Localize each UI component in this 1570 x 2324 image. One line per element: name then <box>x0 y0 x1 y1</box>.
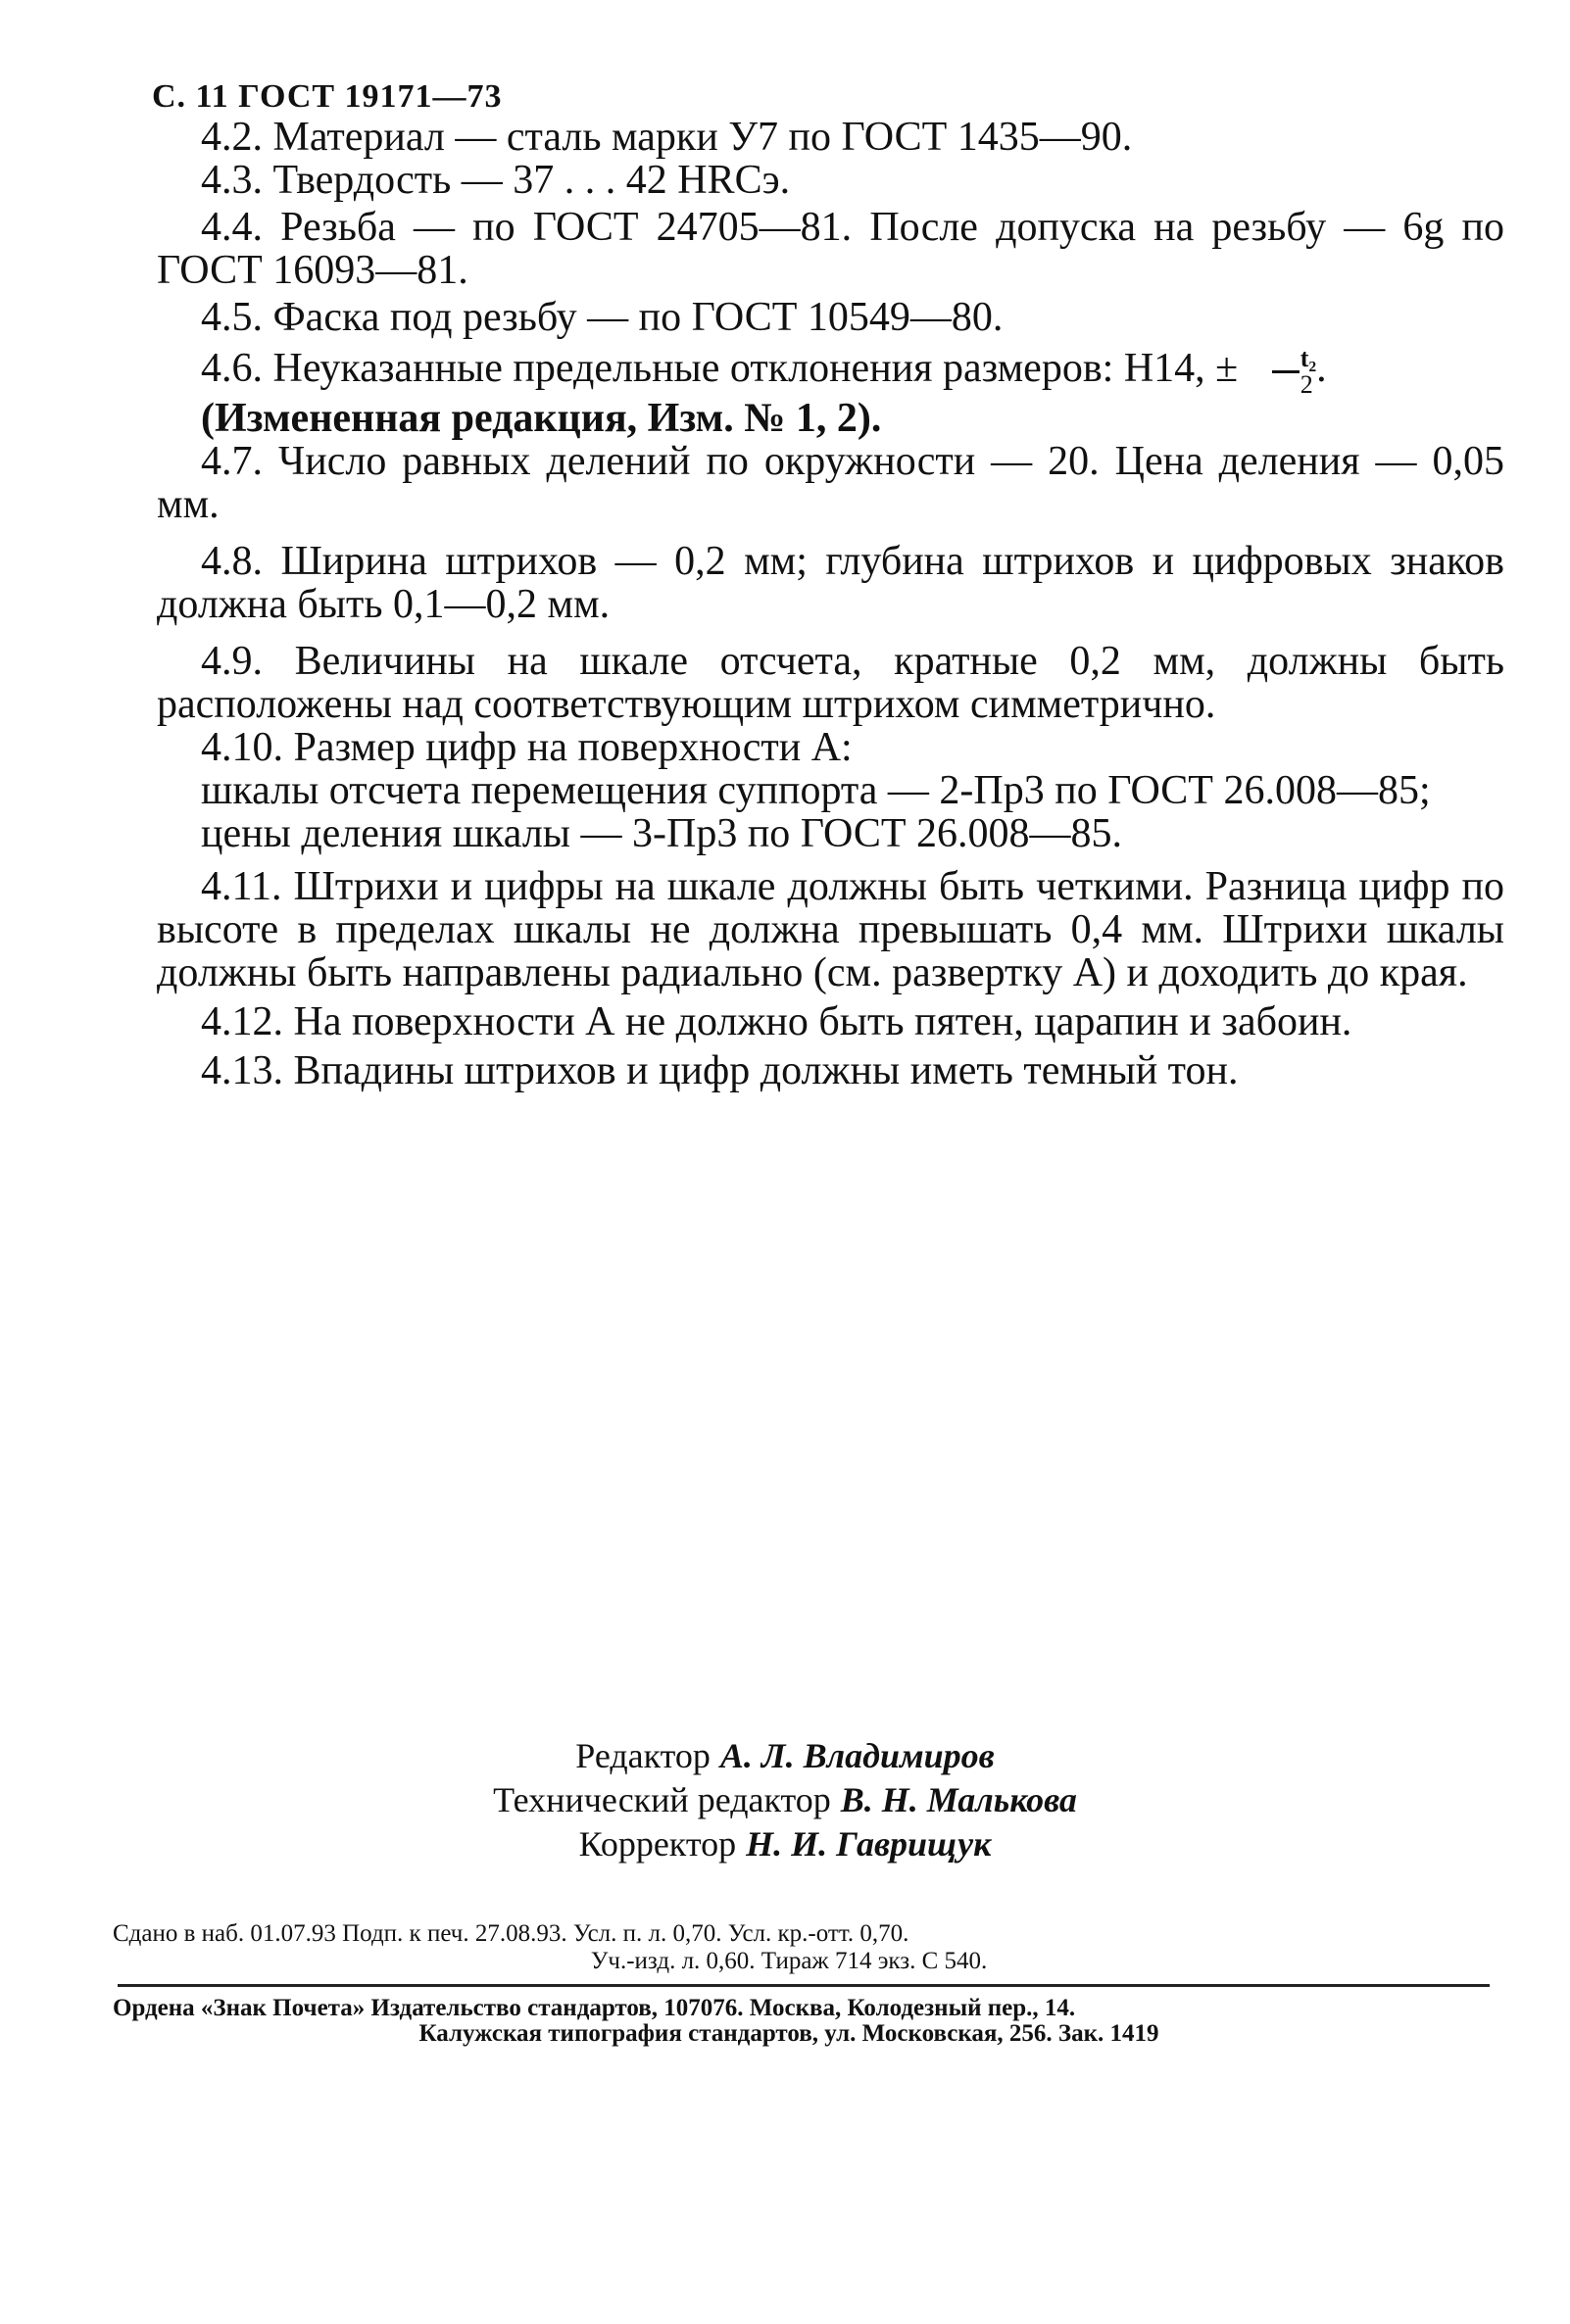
press-block <box>113 1996 1465 2047</box>
tolerance-fraction <box>1256 344 1317 399</box>
paragraph-4-6 <box>157 344 1504 399</box>
paragraph-4-10-division: цены деления шкалы — 3-Пр3 по ГОСТ 26.008—85. <box>201 811 1123 856</box>
imprint-line-1: Сдано в наб. 01.07.93 Подп. к печ. 27.08.93. Усл. п. л. 0,70. Усл. кр.-отт. 0,70. <box>113 1920 909 1947</box>
paragraph-4-13: 4.13. Впадины штрихов и цифр должны иметь темный тон. <box>201 1048 1239 1093</box>
fraction-denominator: 2 <box>1300 370 1313 399</box>
paragraph-4-3: 4.3. Твердость — 37 . . . 42 HRCэ. <box>201 158 791 203</box>
paragraph-4-10: 4.10. Размер цифр на поверхности А: <box>201 725 853 770</box>
paragraph-4-7: 4.7. Число равных делений по окружности — 20. Цена деления — 0,05 мм. <box>157 439 1504 527</box>
document-body <box>157 116 1504 1092</box>
imprint-line-2: Уч.-изд. л. 0,60. Тираж 714 экз. С 540. <box>590 1948 988 1974</box>
paragraph-4-10-scale: шкалы отсчета перемещения суппорта — 2-Пр3 по ГОСТ 26.008—85; <box>201 768 1431 813</box>
credits-block <box>0 1734 1570 1866</box>
page-header: С. 11 ГОСТ 19171—73 <box>152 78 503 115</box>
paragraph-4-8: 4.8. Ширина штрихов — 0,2 мм; глубина штрихов и цифровых знаков должна быть 0,1—0,2 мм. <box>157 539 1504 627</box>
corrector-line: Корректор Н. И. Гаврищук <box>578 1824 992 1864</box>
tech-editor-line: Технический редактор В. Н. Малькова <box>493 1780 1077 1819</box>
press-line-2: Калужская типография стандартов, ул. Московская, 256. Зак. 1419 <box>418 2020 1159 2047</box>
fraction-numerator: t₂ <box>1300 344 1317 372</box>
press-line-1: Ордена «Знак Почета» Издательство стандартов, 107076. Москва, Колодезный пер., 14. <box>113 1995 1076 2021</box>
paragraph-4-6-text: 4.6. Неуказанные предельные отклонения размеров: H14, ± <box>201 346 1239 392</box>
revision-note: (Измененная редакция, Изм. № 1, 2). <box>201 396 882 441</box>
paragraph-4-11: 4.11. Штрихи и цифры на шкале должны быть четкими. Разница цифр по высоте в пределах шкалы не должна превышать 0,4 мм. Штрихи шкалы должны быть направлены радиально (см. развертку А) и доходить до края. <box>157 864 1504 995</box>
paragraph-4-4: 4.4. Резьба — по ГОСТ 24705—81. После допуска на резьбу — 6g по ГОСТ 16093—81. <box>157 205 1504 293</box>
paragraph-4-9: 4.9. Величины на шкале отсчета, кратные 0,2 мм, должны быть расположены над соответствующим штрихом симметрично. <box>157 639 1504 727</box>
editor-line: Редактор А. Л. Владимиров <box>575 1736 995 1775</box>
paragraph-4-12: 4.12. На поверхности А не должно быть пятен, царапин и забоин. <box>201 999 1352 1044</box>
paragraph-4-5: 4.5. Фаска под резьбу — по ГОСТ 10549—80. <box>201 295 1004 340</box>
fraction-suffix: . <box>1316 346 1327 392</box>
divider-rule <box>118 1984 1490 1987</box>
paragraph-4-2: 4.2. Материал — сталь марки У7 по ГОСТ 1435—90. <box>201 115 1133 160</box>
imprint-block <box>113 1920 1465 1975</box>
